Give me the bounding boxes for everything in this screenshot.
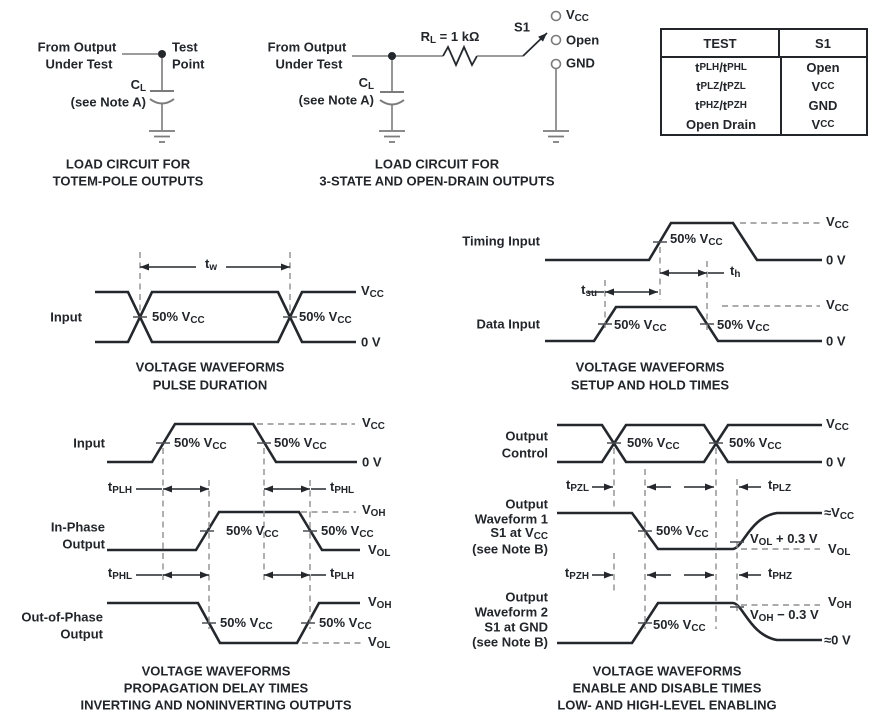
setup-hold-caption: SETUP AND HOLD TIMES (570, 377, 730, 393)
s1-cell: Open (806, 60, 840, 75)
waveform1-label: S1 at VCC (490, 525, 548, 542)
fifty-pct-vcc-label: 50% VCC (226, 523, 279, 540)
s1-switch-label: S1 (514, 19, 530, 35)
fifty-pct-vcc-label: 50% VCC (274, 435, 327, 452)
test-point-label: Point (172, 56, 205, 72)
from-output-label: From Output (267, 39, 347, 55)
prop-delay-caption: VOLTAGE WAVEFORMS (141, 663, 291, 679)
tplz-label: tPLZ (768, 477, 791, 494)
waveform2-label: (see Note B) (472, 634, 548, 650)
column-divider (780, 56, 782, 134)
prop-delay-caption: PROPAGATION DELAY TIMES (123, 680, 309, 696)
enable-disable-caption: LOW- AND HIGH-LEVEL ENABLING (557, 697, 777, 713)
out-of-phase-label: Output (60, 626, 103, 642)
approx-zero-label: ≈0 V (824, 632, 851, 648)
terminal-vcc (552, 12, 561, 21)
vol-level-label: VOL (828, 541, 851, 558)
pulse-caption: VOLTAGE WAVEFORMS (135, 359, 285, 375)
vcc-level-label: VCC (361, 283, 384, 300)
setup-hold-caption: VOLTAGE WAVEFORMS (575, 359, 725, 375)
table-row (662, 115, 866, 134)
s1-cell: V CC (811, 79, 835, 94)
resistor-zigzag (443, 47, 477, 65)
ground-symbol (543, 131, 569, 142)
fifty-pct-vcc-label: 50% VCC (174, 435, 227, 452)
from-output-label: From Output (37, 39, 117, 55)
fifty-pct-vcc-label: 50% VCC (152, 309, 205, 326)
vol-plus-label: VOL + 0.3 V (750, 531, 818, 548)
rl-value-label: RL = 1 kΩ (420, 29, 480, 46)
s1-table-header (662, 30, 866, 58)
fifty-pct-vcc-label: 50% VCC (717, 317, 770, 334)
switch-arm (523, 33, 547, 56)
fifty-pct-vcc-label: 50% VCC (614, 317, 667, 334)
enable-disable-caption: VOLTAGE WAVEFORMS (592, 663, 742, 679)
fifty-pct-vcc-label: 50% VCC (319, 615, 372, 632)
three-state-caption: 3-STATE AND OPEN-DRAIN OUTPUTS (319, 173, 555, 189)
vol-level-label: VOL (368, 634, 391, 651)
zero-level-label: 0 V (361, 334, 381, 350)
in-phase-label: In-Phase (50, 519, 105, 535)
table-row (662, 96, 866, 115)
fifty-pct-vcc-label: 50% VCC (656, 523, 709, 540)
vcc-level-label: VCC (362, 415, 385, 432)
cl-label: CL (130, 77, 146, 94)
fifty-pct-vcc-label: 50% VCC (670, 231, 723, 248)
tphz-label: tPHZ (768, 565, 793, 582)
pulse-caption: PULSE DURATION (152, 377, 268, 393)
ground-symbol (379, 131, 405, 142)
in-phase-label: Output (62, 536, 105, 552)
junction-node (388, 52, 396, 60)
s1-cell: GND (808, 98, 838, 113)
vcc-level-label: VCC (826, 297, 849, 314)
pulse-duration-linework (95, 252, 356, 342)
tphl-label: tPHL (330, 479, 355, 496)
waveform1-label: Output (505, 496, 548, 512)
three-state-caption: LOAD CIRCUIT FOR (374, 156, 500, 172)
th-label: th (730, 263, 741, 280)
input-label: Input (73, 435, 105, 451)
vcc-terminal-label: VCC (566, 7, 589, 24)
test-point-node (158, 50, 166, 58)
prop-delay-caption: INVERTING AND NONINVERTING OUTPUTS (80, 697, 352, 713)
data-input-waveform (545, 307, 822, 341)
cl-label: CL (358, 75, 374, 92)
note-a-label: (see Note A) (298, 92, 374, 108)
totem-caption: LOAD CIRCUIT FOR (65, 156, 191, 172)
under-test-label: Under Test (275, 56, 343, 72)
fifty-pct-vcc-label: 50% VCC (729, 435, 782, 452)
out-of-phase-label: Out-of-Phase (21, 609, 103, 625)
zero-level-label: 0 V (362, 454, 382, 470)
waveform2-label: S1 at GND (484, 619, 548, 635)
vcc-level-label: VCC (826, 214, 849, 231)
under-test-label: Under Test (45, 56, 113, 72)
terminal-gnd (552, 60, 561, 69)
waveform1-label: (see Note B) (472, 541, 548, 557)
fifty-pct-vcc-label: 50% VCC (299, 309, 352, 326)
enable-disable-caption: ENABLE AND DISABLE TIMES (572, 680, 762, 696)
output-control-label: Output (505, 428, 548, 444)
open-terminal-label: Open (566, 32, 600, 48)
fifty-pct-vcc-label: 50% VCC (321, 523, 374, 540)
data-input-label: Data Input (476, 316, 540, 332)
output-control-label: Control (501, 445, 548, 461)
s1-cell: V CC (811, 117, 835, 132)
timing-input-label: Timing Input (462, 233, 540, 249)
terminal-open (552, 36, 561, 45)
s1-table (660, 28, 868, 136)
fifty-pct-vcc-label: 50% VCC (653, 617, 706, 634)
test-column-header: TEST (662, 30, 780, 56)
tw-label: tw (204, 256, 218, 273)
waveform1-label: Waveform 1 (474, 511, 548, 527)
s1-column-header: S1 (815, 35, 831, 51)
tplh-label: tPLH (107, 479, 132, 496)
waveform2-label: Output (505, 589, 548, 605)
fifty-pct-vcc-label: 50% VCC (220, 615, 273, 632)
ground-symbol (149, 131, 175, 142)
table-row (662, 77, 866, 96)
test-cell: t PLH /t PHL (695, 60, 747, 75)
zero-level-label: 0 V (826, 252, 846, 268)
note-a-label: (see Note A) (70, 94, 146, 110)
test-cell: t PHZ /t PZH (695, 98, 747, 113)
voh-level-label: VOH (362, 502, 386, 519)
voh-level-label: VOH (828, 594, 852, 611)
tpzl-label: tPZL (566, 477, 589, 494)
vol-level-label: VOL (368, 542, 391, 559)
voh-level-label: VOH (368, 594, 392, 611)
tpzh-label: tPZH (564, 565, 589, 582)
output-control-waveform (557, 425, 822, 462)
totem-caption: TOTEM-POLE OUTPUTS (52, 173, 204, 189)
test-point-label: Test (172, 39, 198, 55)
approx-vcc-label: ≈VCC (824, 505, 855, 522)
zero-level-label: 0 V (826, 454, 846, 470)
tphl-label: tPHL (107, 565, 132, 582)
fifty-pct-vcc-label: 50% VCC (627, 435, 680, 452)
test-cell: t PLZ /t PZL (696, 79, 746, 94)
vcc-level-label: VCC (826, 416, 849, 433)
tplh-label: tPLH (330, 565, 355, 582)
voh-minus-label: VOH − 0.3 V (750, 607, 819, 624)
input-label: Input (50, 309, 82, 325)
tsu-label: tsu (581, 282, 597, 299)
zero-level-label: 0 V (826, 333, 846, 349)
table-row (662, 58, 866, 77)
test-cell: Open Drain (685, 117, 757, 132)
gnd-terminal-label: GND (566, 55, 595, 71)
waveform2-label: Waveform 2 (474, 604, 548, 620)
